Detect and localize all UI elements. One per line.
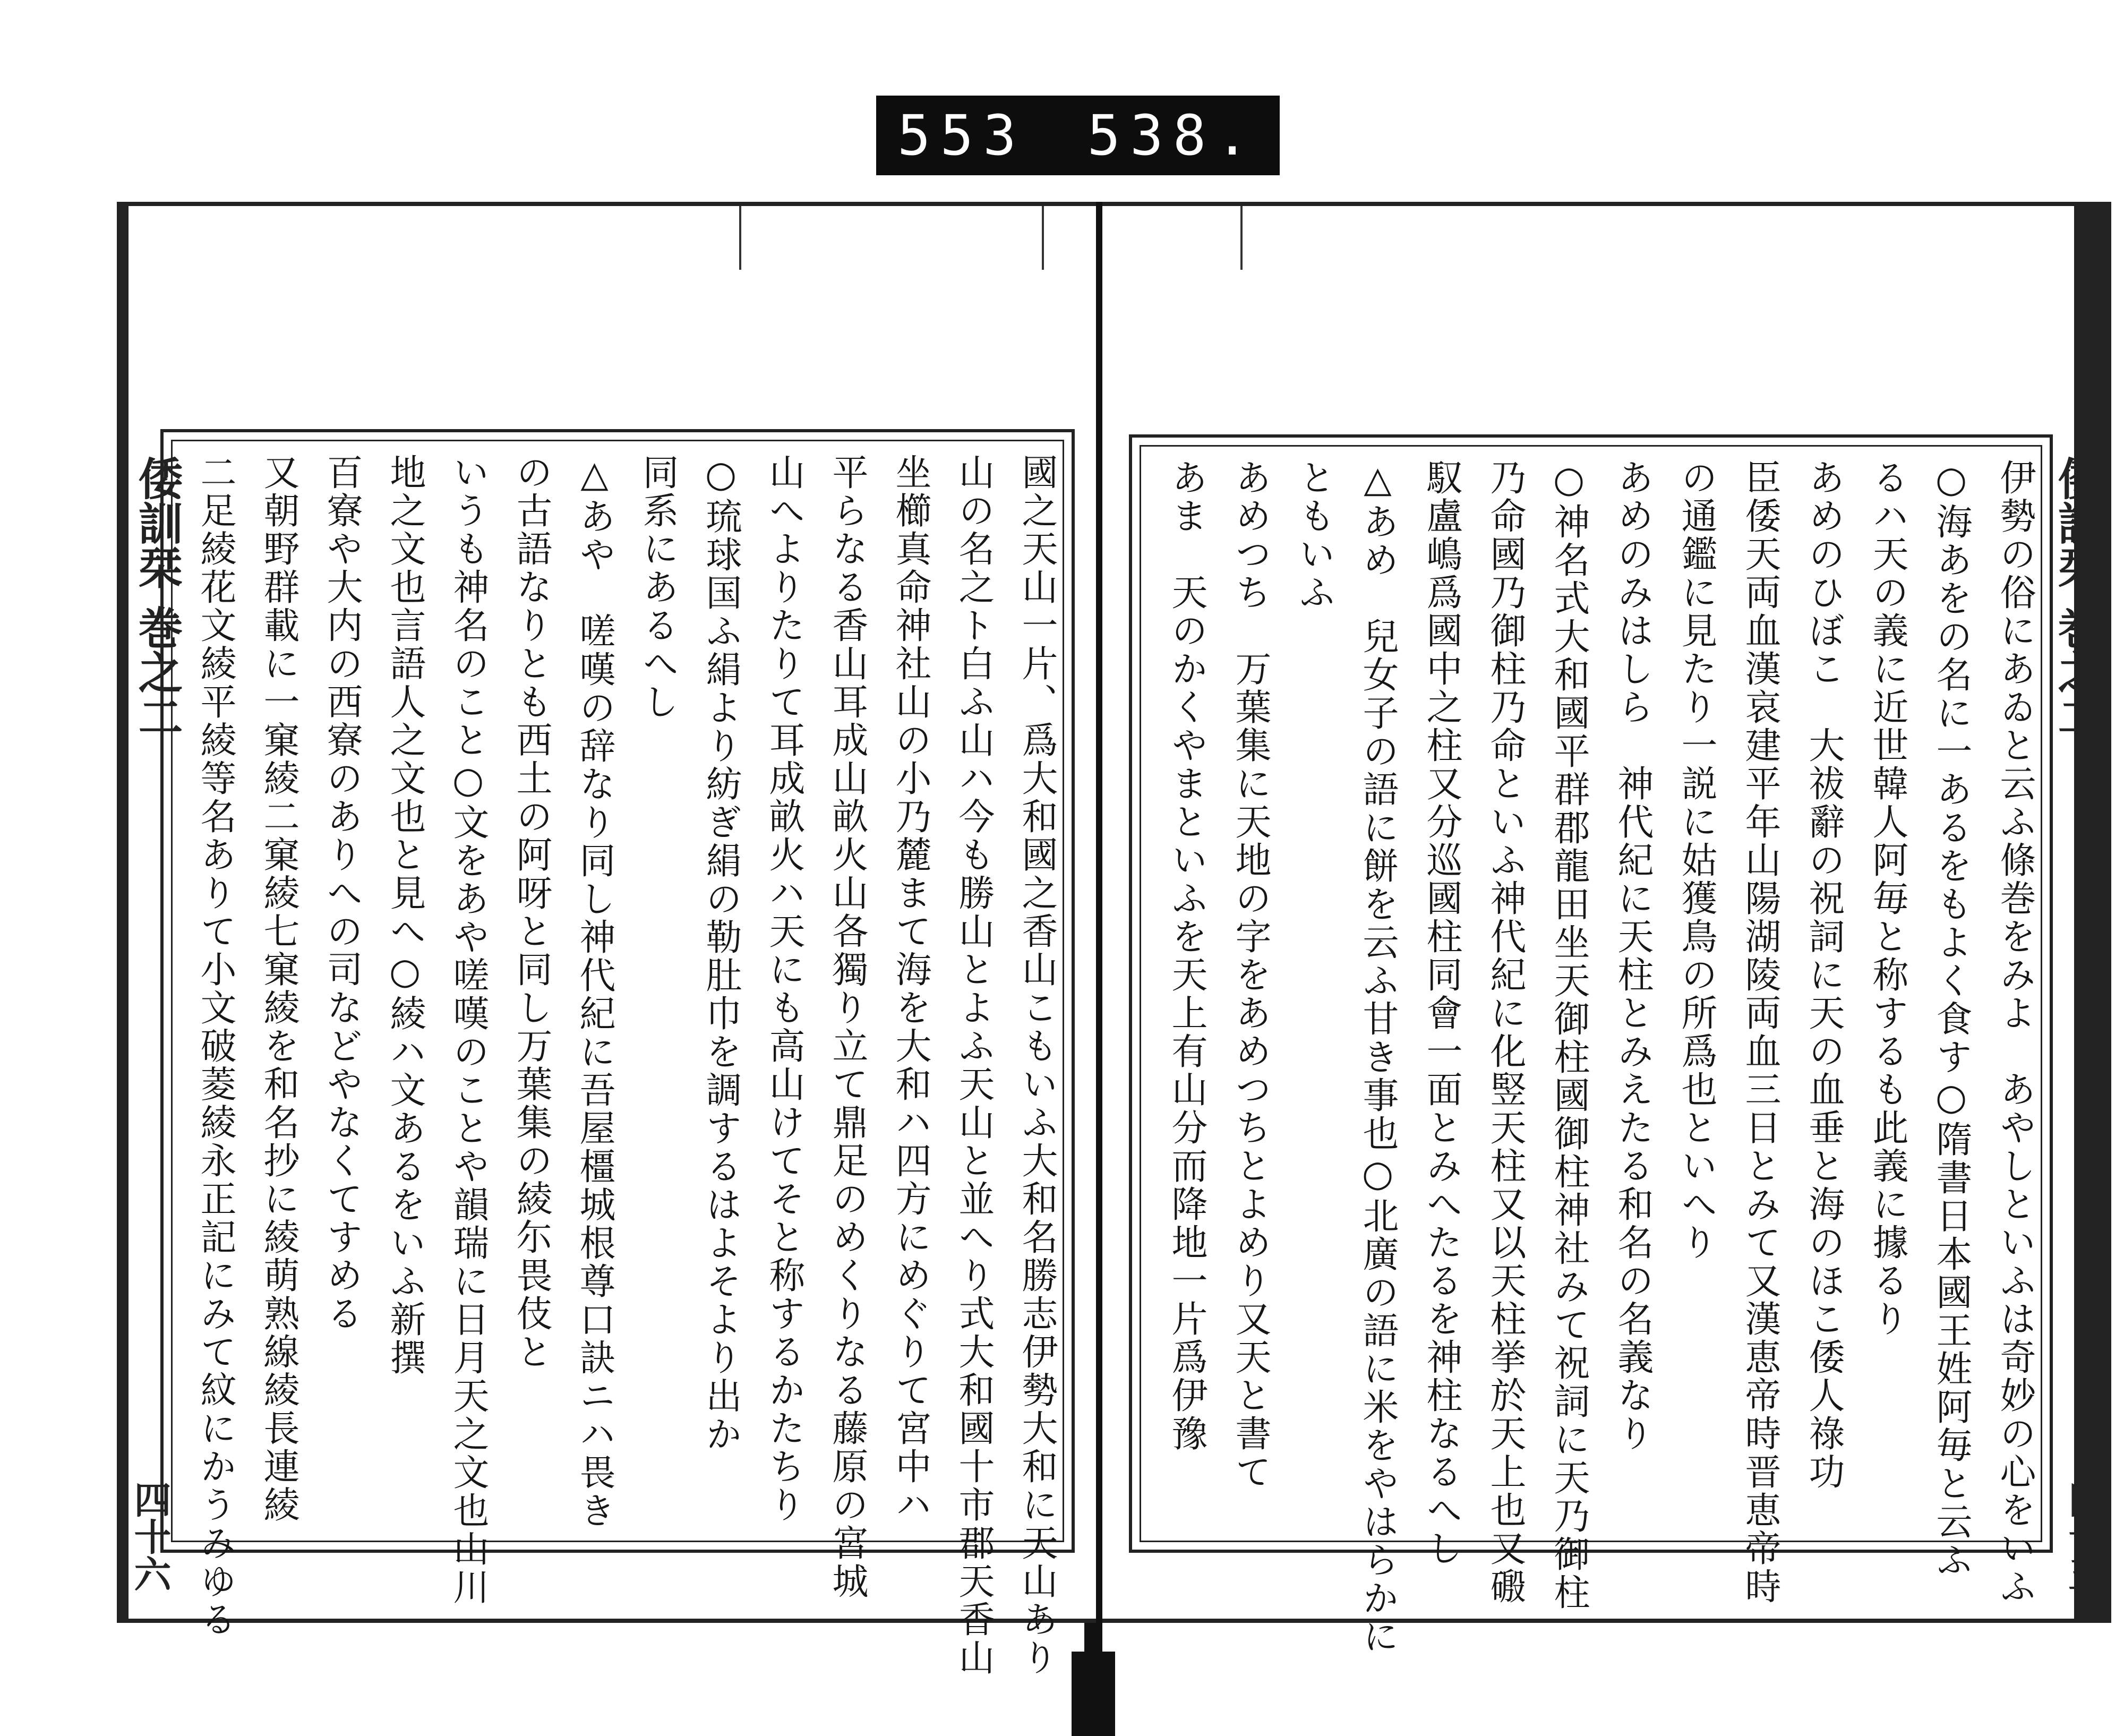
text-column: いうも神名のこと○文をあや嗟嘆のことや韻瑞に日月天之文也山川	[447, 454, 489, 1606]
text-column: ○海あをの名に一あるをもよく食す○隋書日本國王姓阿毎と云ふ	[1930, 459, 1972, 1579]
left-page-edge-title: 倭訓栞 巻之二	[131, 456, 184, 739]
text-column: 乃命國乃御柱乃命といふ神代紀に化竪天柱又以天柱挙於天上也又磤	[1484, 459, 1526, 1606]
left-page	[117, 202, 1096, 1677]
text-column: の通鑑に見たり一説に姑獲鳥の所爲也といへり	[1675, 459, 1717, 1262]
text-column: 二足綾花文綾平綾等名ありて小文破菱綾永正記にみて紋にかうみゆる	[194, 454, 236, 1639]
right-page-folio: 四十五	[2062, 1481, 2106, 1592]
right-catalog-number: 538.	[1087, 103, 1258, 168]
text-column: 山へよりたりて耳成畝火ハ天にも高山けてそと称するかたちり	[763, 454, 805, 1524]
text-column: 平らなる香山耳成山畝火山各獨り立て鼎足のめくりなる藤原の宮城	[826, 454, 868, 1601]
left-catalog-number: 553	[897, 103, 1026, 168]
text-column: の古語なりとも西土の阿呀と同し万葉集の綾尓畏伎と	[510, 454, 552, 1371]
binding-thread-mark	[739, 206, 741, 270]
text-column: 國之天山一片、爲大和國之香山こもいふ大和名勝志伊勢大和に天山あり	[1016, 454, 1058, 1677]
left-text-frame	[160, 429, 1075, 1677]
text-column: 臣倭天両血漢哀建平年山陽湖陵両血三日とみて又漢恵帝時晋恵帝時	[1739, 459, 1781, 1606]
binding-thread-mark	[1042, 206, 1044, 270]
text-column: △あめ 兒女子の語に餅を云ふ甘き事也○北廣の語に米をやはらかに	[1357, 459, 1399, 1656]
left-page-folio: 四十六	[128, 1481, 172, 1592]
text-column: あめのみはしら 神代紀に天柱とみえたる和名の名義なり	[1612, 459, 1654, 1453]
book-spine-base	[1072, 1652, 1115, 1736]
right-text-frame	[1129, 434, 2053, 1656]
text-column: △あや 嗟嘆の辞なり同し神代紀に吾屋橿城根尊口訣ニハ畏き	[573, 454, 615, 1530]
text-column: 同系にあるへし	[637, 454, 679, 721]
text-column: ○神名式大和國平群郡龍田坐天御柱國御柱神社みて祝詞に天乃御柱	[1548, 459, 1590, 1612]
text-column: 山の名之ト白ふ山ハ今も勝山とよふ天山と並へり式大和國十市郡天香山	[953, 454, 995, 1677]
text-column: ○琉球国ふ絹より紡ぎ絹の勒肚巾を調するはよそより出か	[700, 454, 742, 1453]
text-column: あめのひぼこ 大祓辭の祝詞に天の血垂と海のほこ倭人祿功	[1803, 459, 1845, 1491]
binding-thread-mark	[1240, 206, 1243, 270]
text-column: 伊勢の俗にあゐと云ふ條巻をみよ あやしといふは奇妙の心をいふ	[1994, 459, 2036, 1606]
text-column: あま 天のかくやまといふを天上有山分而降地一片爲伊豫	[1166, 459, 1207, 1453]
catalog-number-label	[876, 96, 1280, 175]
text-column: 百寮や大内の西寮のありへの司などやなくてすめる	[321, 454, 363, 1333]
right-page	[1102, 202, 2111, 1656]
text-column: ともいふ	[1293, 459, 1335, 612]
text-column: 坐櫛真命神社山の小乃麓まて海を大和ハ四方にめぐりて宮中ハ	[889, 454, 931, 1524]
text-column: あめつち 万葉集に天地の字をあめつちとよめり又天と書て	[1229, 459, 1271, 1491]
text-column: 地之文也言語人之文也と見へ○綾ハ文あるをいふ新撰	[384, 454, 426, 1377]
text-column: 馭盧嶋爲國中之柱又分巡國柱同會一面とみへたるを神柱なるへし	[1420, 459, 1462, 1568]
text-column: 又朝野群載に一窠綾二窠綾七窠綾を和名抄に綾萌熟線綾長連綾	[258, 454, 299, 1524]
text-column: るハ天の義に近世韓人阿毎と称するも此義に據るり	[1866, 459, 1908, 1338]
right-page-edge-title: 倭訓栞 巻之二	[2051, 456, 2103, 739]
